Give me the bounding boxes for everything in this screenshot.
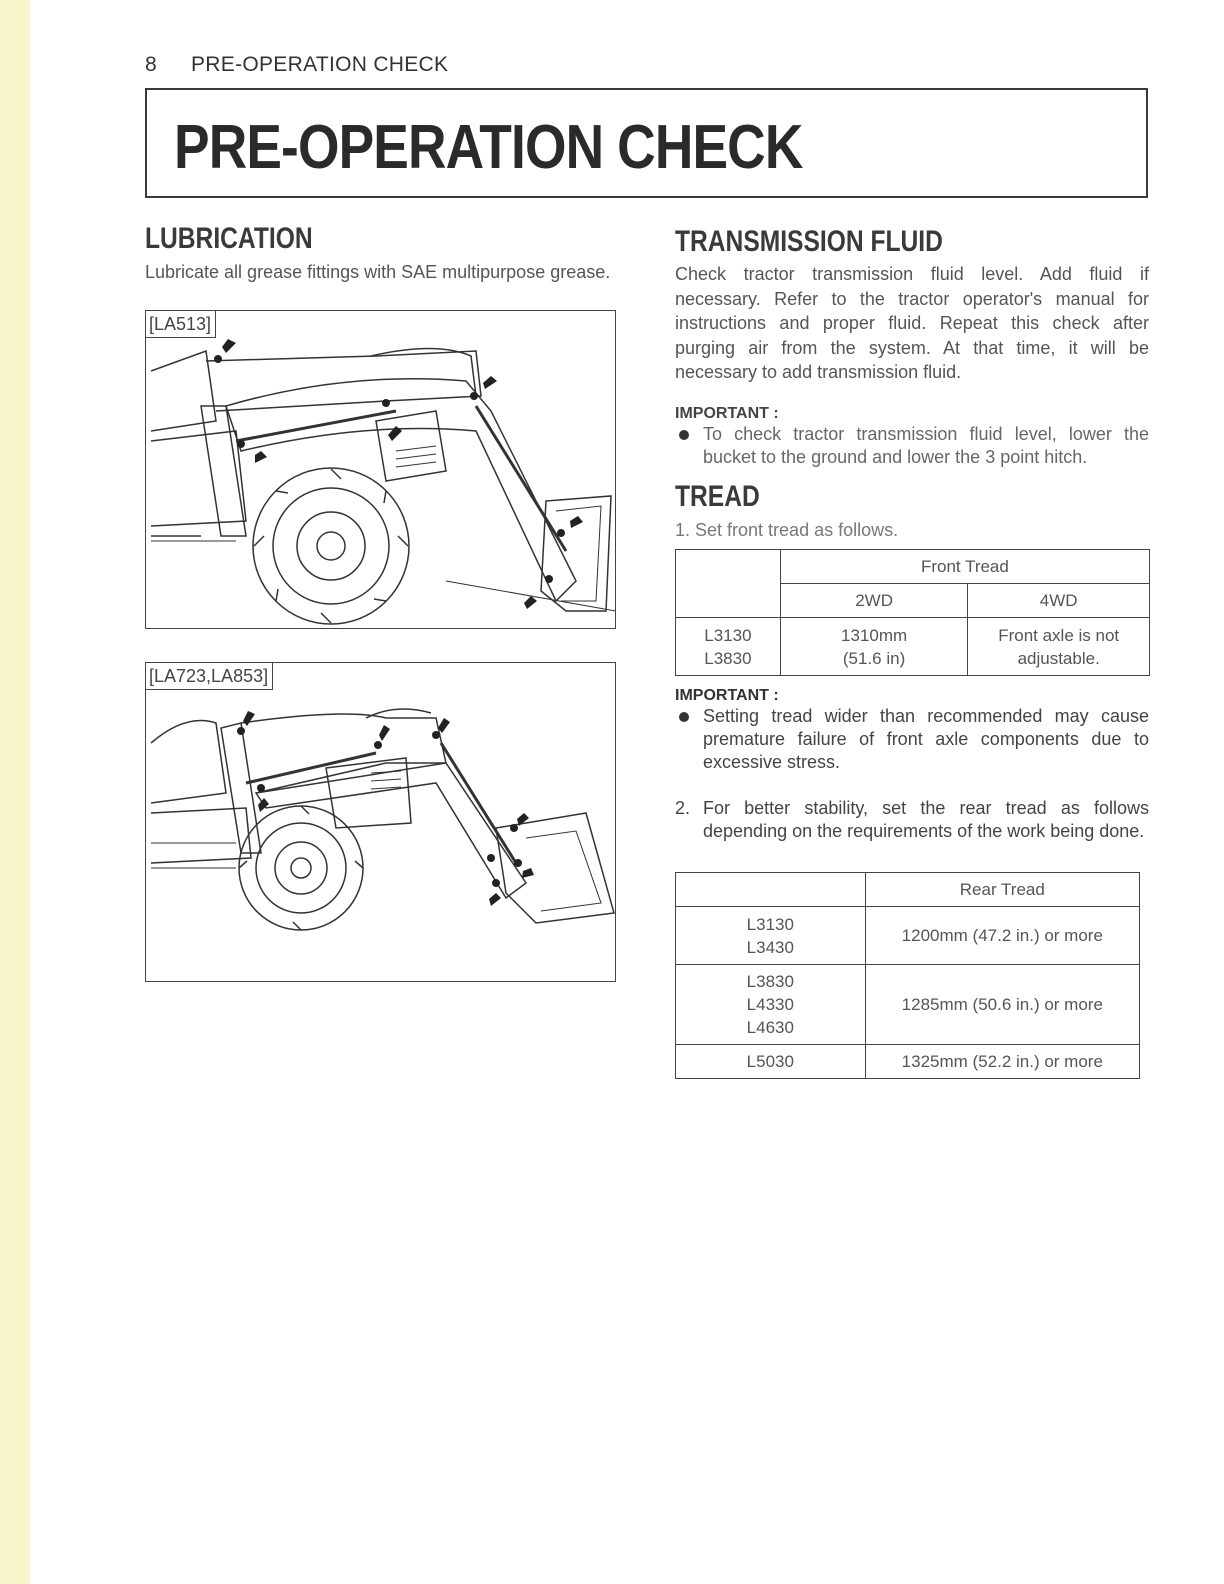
transmission-important-text: To check tractor transmission fluid level, lower the bucket to the ground and lower the 3 point hitch. xyxy=(675,423,1149,469)
figure-label: [LA513] xyxy=(146,311,216,338)
rear-tread-value: 1325mm (52.2 in.) or more xyxy=(865,1045,1139,1079)
loader-illustration-la513 xyxy=(146,311,616,629)
figure-label: [LA723,LA853] xyxy=(146,663,273,690)
model-name: L3130 xyxy=(746,914,794,934)
tread-step-2-number: 2. xyxy=(675,798,691,818)
running-header xyxy=(145,53,448,77)
page-edge-band xyxy=(0,0,30,1584)
lubrication-text: Lubricate all grease fittings with SAE multipurpose grease. xyxy=(145,262,611,282)
tread-important-label: IMPORTANT : xyxy=(675,687,779,704)
rear-models xyxy=(676,1045,866,1079)
value-line: (51.6 in) xyxy=(842,648,906,668)
front-tread-header: Front Tread xyxy=(780,550,1149,584)
transmission-heading: TRANSMISSION FLUID xyxy=(675,225,943,258)
rear-models xyxy=(676,965,866,1045)
model-name: L3430 xyxy=(746,937,794,957)
lubrication-heading: LUBRICATION xyxy=(145,222,313,255)
rear-tread-header: Rear Tread xyxy=(865,873,1139,907)
rear-tread-value: 1200mm (47.2 in.) or more xyxy=(865,907,1139,965)
model-name: L4330 xyxy=(746,995,794,1014)
tread-heading: TREAD xyxy=(675,480,760,513)
tread-important-text: Setting tread wider than recommended may cause premature failure of front axle components due to excessive stress. xyxy=(675,705,1149,774)
front-4wd-value xyxy=(968,618,1150,676)
figure-la513 xyxy=(145,310,616,629)
rear-models xyxy=(676,907,866,965)
front-models xyxy=(676,618,781,676)
value-line: adjustable. xyxy=(1017,648,1100,668)
running-title: PRE-OPERATION CHECK xyxy=(190,53,449,76)
rear-tread-table xyxy=(675,872,1140,1079)
loader-illustration-la723 xyxy=(146,663,616,982)
col-2wd: 2WD xyxy=(780,584,968,618)
front-2wd-value xyxy=(780,618,968,676)
page-title: PRE-OPERATION CHECK xyxy=(174,113,803,182)
rear-table-corner xyxy=(676,873,866,907)
tread-step-2-text: For better stability, set the rear tread as follows depending on the requirements of the work being done. xyxy=(703,798,1149,841)
transmission-important-label: IMPORTANT : xyxy=(675,405,779,422)
value-line: Front axle is not xyxy=(998,625,1120,645)
front-tread-table xyxy=(675,549,1150,676)
value-line: 1310mm xyxy=(841,625,908,645)
front-table-corner xyxy=(676,550,781,618)
rear-tread-value: 1285mm (50.6 in.) or more xyxy=(865,965,1139,1045)
model-name: L3830 xyxy=(746,972,794,991)
page-number: 8 xyxy=(145,53,157,76)
model-name: L3130 xyxy=(704,625,752,645)
transmission-text: Check tractor transmission fluid level. Add fluid if necessary. Refer to the tractor operator's manual for instructions and proper fluid. Repeat this check after purging air from the system. At that time, it will be necessary to add transmission fluid. xyxy=(675,264,1149,382)
figure-la723-la853 xyxy=(145,662,616,982)
tread-step-1: 1. Set front tread as follows. xyxy=(675,520,899,540)
col-4wd: 4WD xyxy=(968,584,1150,618)
model-name: L5030 xyxy=(746,1052,794,1071)
model-name: L3830 xyxy=(704,648,752,668)
model-name: L4630 xyxy=(746,1018,794,1037)
title-box xyxy=(145,88,1148,198)
